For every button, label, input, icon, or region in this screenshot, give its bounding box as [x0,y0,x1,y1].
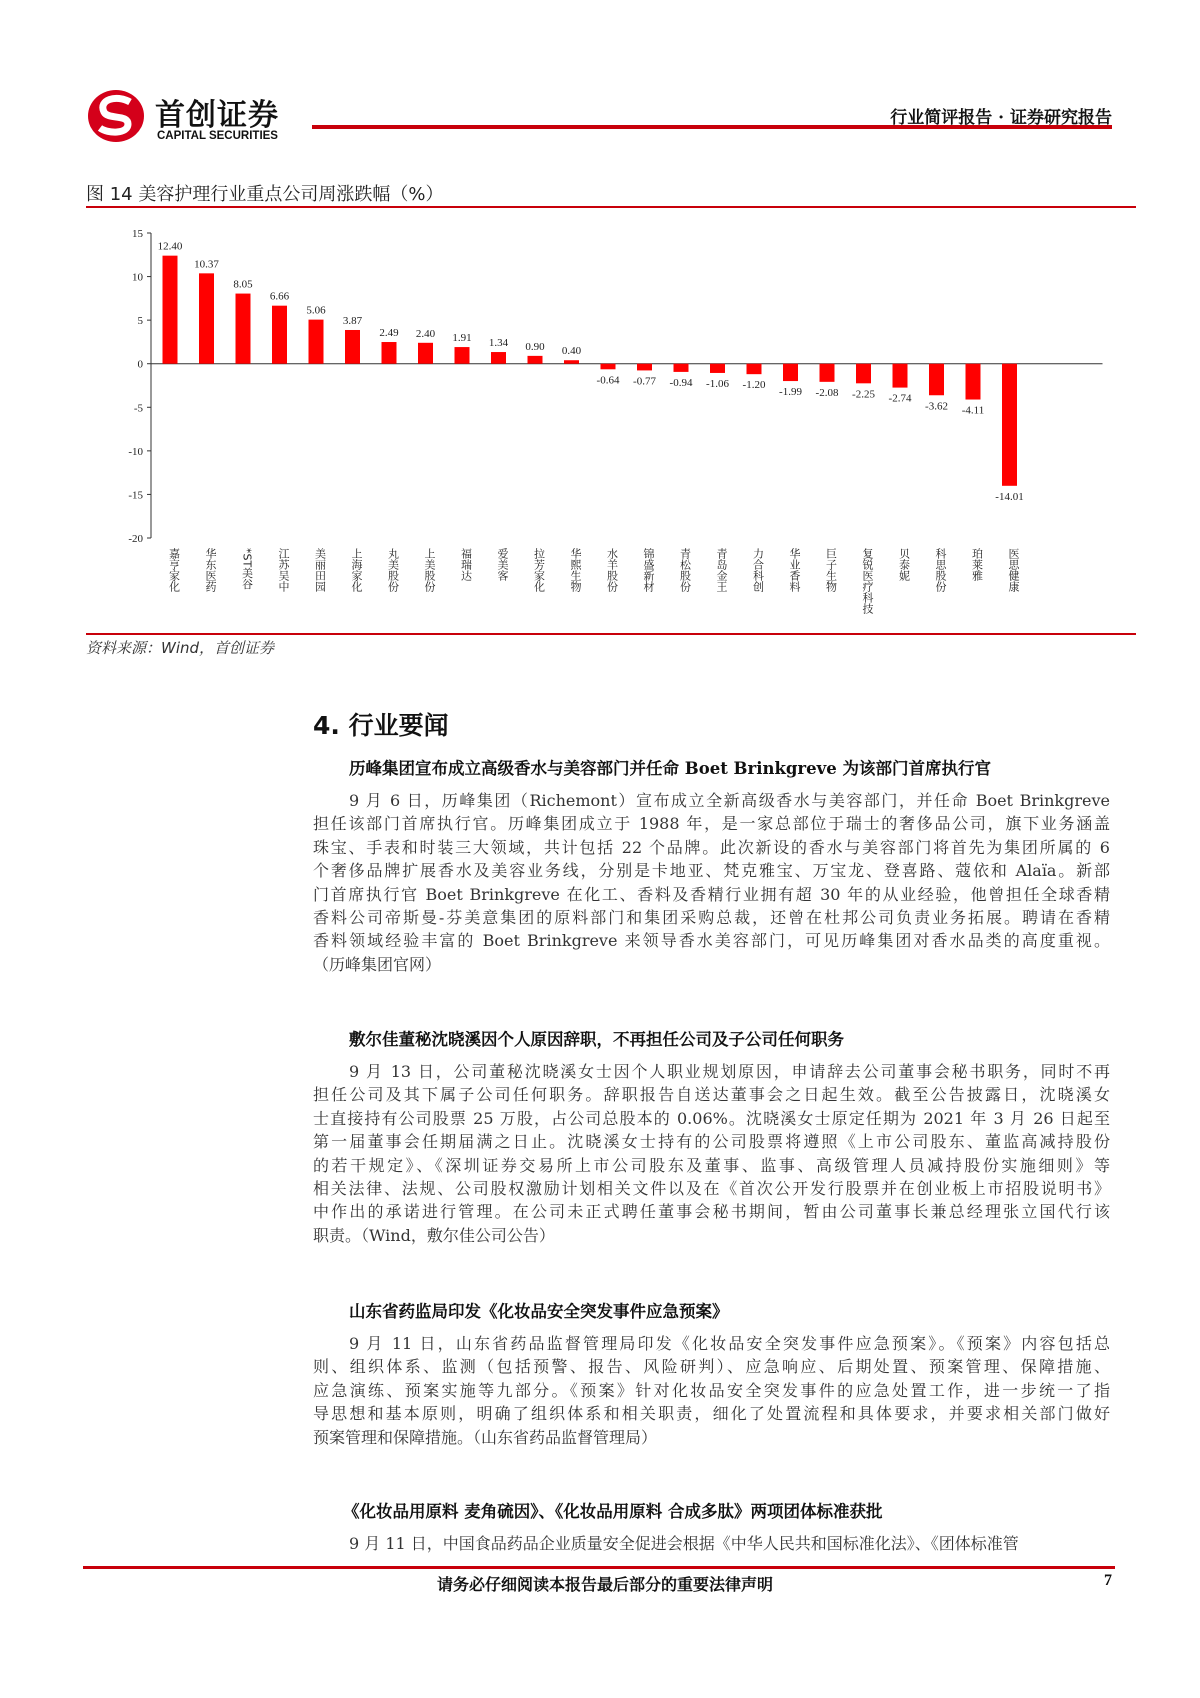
category-label: 华熙生物 [569,548,582,592]
bar-value-label: 0.40 [561,345,582,358]
category-label: 江苏吴中 [277,548,290,592]
figure-source: 资料来源：Wind，首创证券 [86,639,275,657]
paragraph-line: 则、组织体系、监测（包括预警、报告、风险研判）、应急响应、后期处置、预案管理、保障措施、 [313,1357,1110,1377]
category-label: 复锐医疗科技 [861,548,874,614]
y-tick-label: -20 [128,533,143,545]
bar [637,364,652,371]
bar-value-label: -1.06 [706,377,729,390]
figure-bottom-divider [86,633,1136,635]
bar [236,294,251,364]
paragraph-line: 担任该部门首席执行官。历峰集团成立于 1988 年，是一家总部位于瑞士的奢侈品公司，旗下业务涵盖 [313,814,1110,834]
bar-value-label: -4.11 [961,404,985,417]
paragraph-line: 个奢侈品牌扩展香水及美容业务线，分别是卡地亚、梵克雅宝、万宝龙、登喜路、蔻依和 Alaïa。新部 [313,861,1110,881]
bar [418,343,433,364]
bar [674,364,689,372]
y-tick-label: 10 [132,271,143,284]
bar-value-label: 0.90 [525,340,545,353]
bar-value-label: -2.25 [852,388,875,401]
bar [893,364,908,388]
paragraph-line: 士直接持有公司股票 25 万股，占公司总股本的 0.06%。沈晓溪女士原定任期为 2021 年 3 月 26 日起至 [313,1108,1110,1128]
bar-value-label: -1.20 [742,379,766,392]
bar [309,320,324,364]
figure-title: 图 14 美容护理行业重点公司周涨跌幅（%） [86,184,444,205]
category-label: 上美股份 [423,548,436,592]
news-headline: 《化妆品用原料 麦角硫因》、《化妆品用原料 合成多肽》两项团体标准获批 [343,1502,883,1521]
bar [455,347,470,364]
y-tick-label: -10 [128,445,143,458]
bar-value-label: 6.66 [269,290,290,303]
news-paragraph [313,789,1110,976]
bar [528,356,543,364]
category-label: 嘉亨家化 [167,548,181,592]
logo-text-en: CAPITAL SECURITIES [157,130,278,142]
paragraph-line: 预案管理和保障措施。（山东省药品监督管理局） [313,1427,658,1447]
category-label: 科思股份 [934,548,947,592]
bar-value-label: 5.06 [306,304,326,317]
bar-value-label: -3.62 [925,400,948,413]
bar-chart [86,215,1136,625]
bar [783,364,798,381]
paragraph-line: 应急演练、预案实施等九部分。《预案》针对化妆品安全突发事件的应急处置工作，进一步统一了指 [313,1380,1110,1400]
bar [345,330,360,364]
news-headline: 历峰集团宣布成立高级香水与美容部门并任命 Boet Brinkgreve 为该部门首席执行官 [349,759,991,778]
y-tick-label: 0 [137,358,143,371]
bar [710,364,725,373]
figure-top-divider [86,206,1136,208]
page-number: 7 [1104,1572,1112,1589]
category-label: *ST美谷 [240,548,254,590]
paragraph-line: 导思想和基本原则，明确了组织体系和相关职责，细化了处置流程和具体要求，并要求相关部门做好 [313,1404,1110,1424]
category-label: 华业香料 [788,548,801,592]
bar-value-label: -14.01 [995,490,1024,503]
category-label: 青松股份 [678,548,692,592]
bar [272,306,287,364]
category-label: 医思健康 [1007,548,1020,592]
category-label: 锦盛新材 [642,548,655,592]
news-paragraph [313,1532,1110,1555]
category-label: 珀莱雅 [970,548,984,581]
paragraph-line: 相关法律、法规、公司股权激励计划相关文件以及在《首次公开发行股票并在创业板上市招股说明书》 [313,1178,1110,1198]
category-label: 水羊股份 [605,548,619,592]
bar-value-label: -0.64 [596,374,620,387]
section-heading: 4. 行业要闻 [313,711,449,740]
news-headline: 敷尔佳董秘沈晓溪因个人原因辞职，不再担任公司及子公司任何职务 [349,1030,844,1049]
paragraph-line: 香料领域经验丰富的 Boet Brinkgreve 来领导香水美容部门，可见历峰集团对香水品类的高度重视。 [313,931,1110,951]
paragraph-line: 9 月 6 日，历峰集团（Richemont）宣布成立全新高级香水与美容部门，并任命 Boet Brinkgreve [349,791,1110,810]
news-paragraph [313,1332,1110,1449]
bar-value-label: -0.77 [633,375,656,388]
paragraph-line: 9 月 13 日，公司董秘沈晓溪女士因个人职业规划原因，申请辞去公司董事会秘书职务，同时不再 [349,1062,1110,1081]
bar-value-label: 1.91 [452,332,472,345]
category-label: 巨子生物 [824,548,838,592]
footer-divider [83,1566,1115,1569]
category-label: 华东医药 [204,548,217,592]
paragraph-line: 香料公司帝斯曼-芬美意集团的原料部门和集团采购总裁，还曾在杜邦公司负责业务拓展。聘请在香精 [313,907,1110,927]
bar-value-label: 8.05 [233,278,253,291]
bar-value-label: -0.94 [669,376,693,389]
bar-value-label: 2.49 [379,327,399,340]
bar [856,364,871,384]
category-label: 贝泰妮 [897,548,911,581]
capital-securities-logo-icon [86,88,146,144]
bar [491,352,506,364]
report-type: 行业简评报告 · 证券研究报告 [890,108,1112,128]
logo-text-cn: 首创证券 [155,98,279,133]
paragraph-line: 珠宝、手表和时装三大领域，共计包括 22 个品牌。此次新设的香水与美容部门将首先为集团所属的 6 [313,837,1110,857]
y-tick-label: 5 [137,315,143,328]
bar-value-label: -2.08 [815,386,839,399]
bar-value-label: 1.34 [488,337,509,350]
y-tick-label: 15 [132,228,143,240]
category-label: 拉芳家化 [532,548,546,592]
bar [382,342,397,364]
paragraph-line: 门首席执行官 Boet Brinkgreve 在化工、香料及香精行业拥有超 30 年的从业经验，他曾担任全球香精 [313,884,1110,904]
bar-value-label: 2.40 [415,327,436,340]
bar-value-label: -1.99 [779,386,802,399]
bar [747,364,762,374]
bar [163,256,178,364]
category-label: 青岛金王 [715,548,728,592]
bar [601,364,616,370]
y-tick-label: -5 [133,402,143,415]
bar-value-label: 3.87 [342,314,363,327]
bar-value-label: 12.40 [157,240,183,253]
paragraph-line: 担任公司及其下属子公司任何职务。辞职报告自送达董事会之日起生效。截至公告披露日，沈晓溪女 [313,1085,1110,1105]
category-label: 美丽田园 [313,548,327,592]
bar [820,364,835,382]
category-label: 爱美客 [496,548,509,581]
category-label: 力合科创 [751,548,765,592]
category-label: 上海家化 [350,548,363,592]
bar [929,364,944,396]
paragraph-line: （历峰集团官网） [313,954,442,974]
category-label: 福瑞达 [459,548,473,581]
paragraph-line: 的若干规定》、《深圳证券交易所上市公司股东及董事、监事、高级管理人员减持股份实施细则》等 [313,1155,1110,1175]
bar-value-label: -2.74 [888,392,912,405]
news-headline: 山东省药监局印发《化妆品安全突发事件应急预案》 [349,1302,729,1321]
paragraph-line: 中作出的承诺进行管理。在公司未正式聘任董事会秘书期间，暂由公司董事长兼总经理张立国代行该 [313,1202,1110,1222]
bar [1002,364,1017,486]
paragraph-line: 职责。（Wind，敷尔佳公司公告） [313,1225,555,1245]
bar [564,360,579,363]
y-tick-label: -15 [128,489,143,502]
category-label: 丸美股份 [386,548,400,592]
bar [199,273,214,363]
bar [966,364,981,400]
footer-disclaimer: 请务必仔细阅读本报告最后部分的重要法律声明 [437,1575,774,1594]
news-paragraph [313,1060,1110,1247]
paragraph-line: 第一届董事会任期届满之日止。沈晓溪女士持有的公司股票将遵照《上市公司股东、董监高减持股份 [313,1132,1110,1152]
paragraph-line: 9 月 11 日，中国食品药品企业质量安全促进会根据《中华人民共和国标准化法》、《团体标准管 [349,1534,1019,1553]
bar-value-label: 10.37 [194,258,219,271]
paragraph-line: 9 月 11 日，山东省药品监督管理局印发《化妆品安全突发事件应急预案》。《预案》内容包括总 [349,1334,1110,1353]
